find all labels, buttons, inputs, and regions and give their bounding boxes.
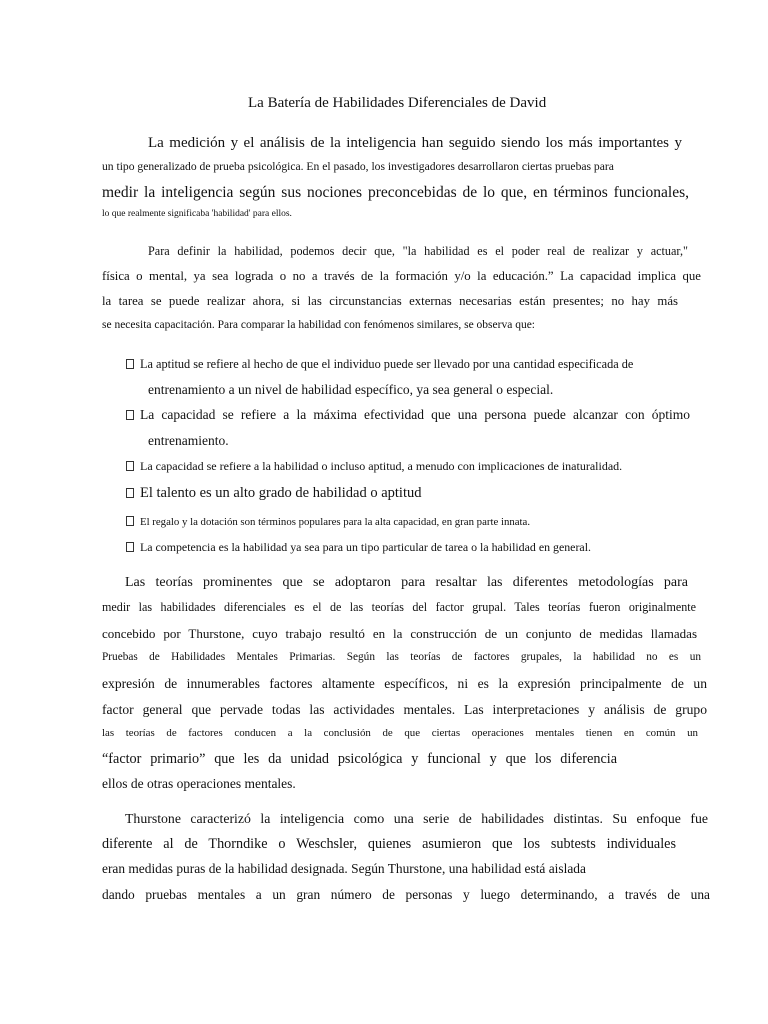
list-item-text: El regalo y la dotación son términos populares para la alta capacidad, en gran parte innata. (140, 516, 531, 528)
paragraph-3-line-1: Las teorías prominentes que se adoptaron para resaltar las diferentes metodologías para (125, 575, 688, 590)
paragraph-3-line-8: “factor primario” que les da unidad psicológica y funcional y que los diferencia (102, 751, 617, 767)
paragraph-4-line-2: diferente al de Thorndike o Weschsler, quienes asumieron que los subtests individuales (102, 836, 676, 852)
paragraph-4-line-3: eran medidas puras de la habilidad designada. Según Thurstone, una habilidad está aislada (102, 861, 586, 876)
paragraph-3-line-3: concebido por Thurstone, cuyo trabajo resultó en la construcción de un conjunto de medidas llamadas (102, 626, 697, 641)
paragraph-1-line-1: La medición y el análisis de la inteligencia han seguido siendo los más importantes y (148, 135, 682, 151)
paragraph-3-line-9: ellos de otras operaciones mentales. (102, 776, 296, 791)
checkbox-bullet-icon (126, 359, 134, 369)
checkbox-bullet-icon (126, 516, 134, 526)
checkbox-bullet-icon (126, 542, 134, 552)
list-item-capacidad-maxima (126, 408, 690, 422)
paragraph-2-line-1: Para definir la habilidad, podemos decir que, "la habilidad es el poder real de realizar y actuar," (148, 244, 688, 258)
list-item-text: La capacidad se refiere a la máxima efectividad que una persona puede alcanzar con óptimo (140, 407, 690, 422)
list-item-text: La capacidad se refiere a la habilidad o incluso aptitud, a menudo con implicaciones de inaturalidad. (140, 459, 623, 473)
list-item-capacidad-maxima-continuation: entrenamiento. (148, 433, 229, 448)
paragraph-2-line-3: la tarea se puede realizar ahora, si las circunstancias externas necesarias están presentes; no hay más (102, 294, 678, 308)
paragraph-1-line-4: lo que realmente significaba 'habilidad' para ellos. (102, 209, 292, 219)
paragraph-1-line-2: un tipo generalizado de prueba psicológica. En el pasado, los investigadores desarrollaron ciertas pruebas para (102, 160, 614, 173)
list-item-regalo (126, 515, 530, 528)
paragraph-3-line-6: factor general que pervade todas las actividades mentales. Las interpretaciones y análisis de grupo (102, 702, 707, 717)
list-item-text: La aptitud se refiere al hecho de que el individuo puede ser llevado por una cantidad especificada de (140, 357, 634, 371)
paragraph-3-line-7: las teorías de factores conducen a la conclusión de que ciertas operaciones mentales tienen en común un (102, 727, 698, 739)
paragraph-4-line-1: Thurstone caracterizó la inteligencia como una serie de habilidades distintas. Su enfoque fue (125, 811, 708, 826)
paragraph-1-line-3: medir la inteligencia según sus nociones preconcebidas de lo que, en términos funcionales, (102, 184, 689, 201)
list-item-aptitud-continuation: entrenamiento a un nivel de habilidad específico, ya sea general o especial. (148, 382, 554, 397)
list-item-text: El talento es un alto grado de habilidad o aptitud (140, 485, 422, 501)
paragraph-2-line-4: se necesita capacitación. Para comparar la habilidad con fenómenos similares, se observa que: (102, 319, 535, 331)
document-title: La Batería de Habilidades Diferenciales de David (248, 95, 547, 111)
checkbox-bullet-icon (126, 410, 134, 420)
list-item-competencia (126, 541, 591, 554)
list-item-talento (126, 486, 421, 501)
paragraph-4-line-4: dando pruebas mentales a un gran número de personas y luego determinando, a través de una (102, 887, 710, 902)
paragraph-3-line-4: Pruebas de Habilidades Mentales Primarias. Según las teorías de factores grupales, la habilidad no es un (102, 651, 701, 663)
list-item-text: La competencia es la habilidad ya sea para un tipo particular de tarea o la habilidad en general. (140, 540, 591, 554)
checkbox-bullet-icon (126, 488, 134, 498)
list-item-aptitud (126, 358, 633, 370)
paragraph-3-line-2: medir las habilidades diferenciales es el de las teorías del factor grupal. Tales teorías fueron originalmente (102, 600, 696, 614)
paragraph-2-line-2: física o mental, ya sea lograda o no a través de la formación y/o la educación.” La capacidad implica que (102, 269, 701, 283)
paragraph-3-line-5: expresión de innumerables factores altamente específicos, ni es la expresión principalmente de un (102, 676, 707, 691)
checkbox-bullet-icon (126, 461, 134, 471)
list-item-capacidad-habilidad (126, 460, 622, 472)
